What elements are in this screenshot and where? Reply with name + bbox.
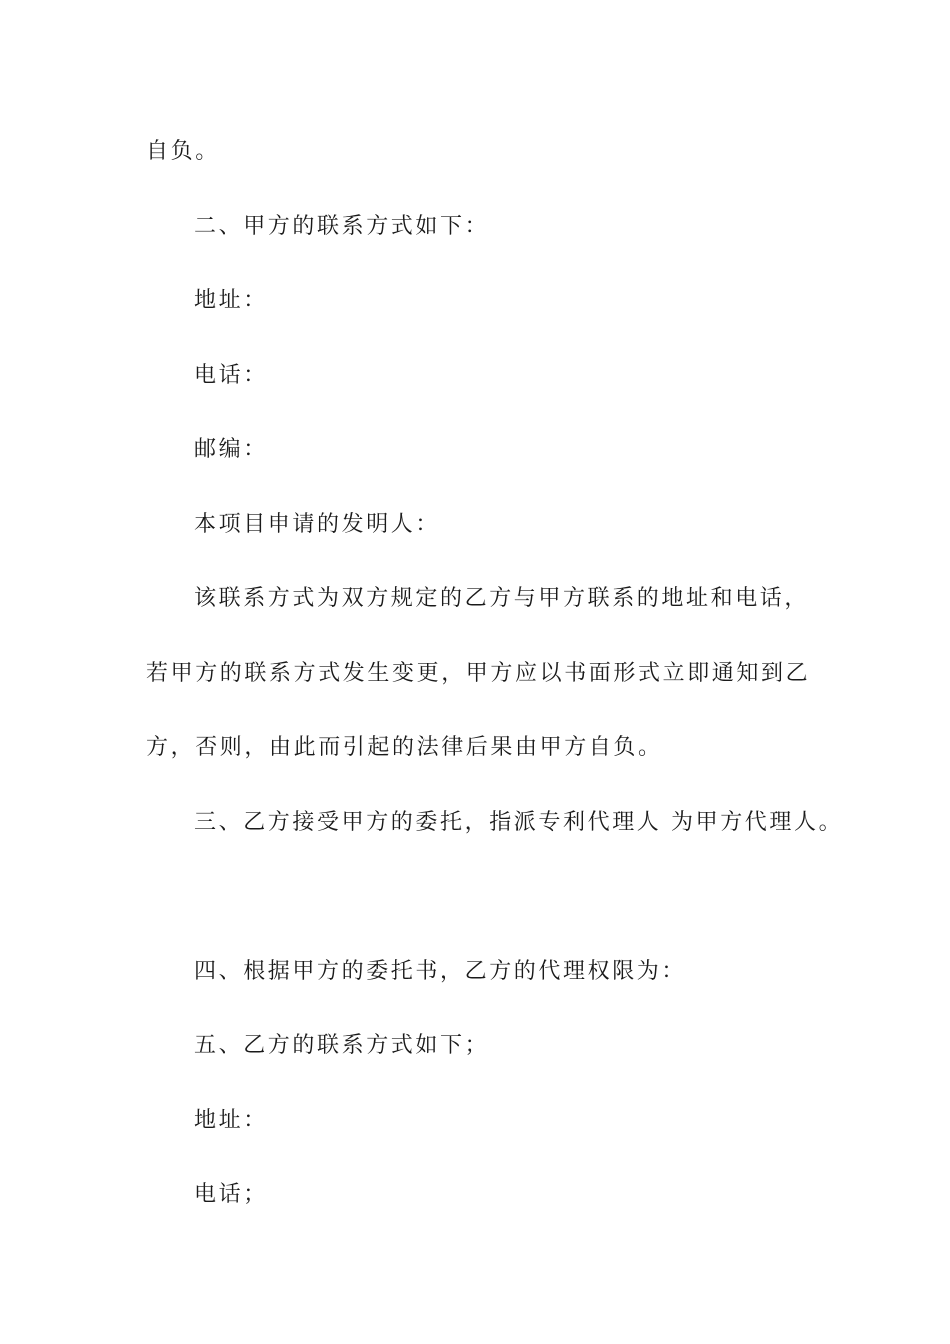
field-label-postcode: 邮编： xyxy=(194,437,268,462)
section-heading-party-a-contact: 二、甲方的联系方式如下： xyxy=(194,214,490,239)
field-label-phone: 电话： xyxy=(194,363,268,388)
paragraph-line: 若甲方的联系方式发生变更，甲方应以书面形式立即通知到乙 xyxy=(146,661,811,686)
field-label-address: 地址： xyxy=(194,1108,268,1133)
field-label-phone: 电话； xyxy=(194,1182,268,1207)
section-heading-agent-assignment: 三、乙方接受甲方的委托，指派专利代理人 为甲方代理人。 xyxy=(194,810,844,835)
field-label-inventor: 本项目申请的发明人： xyxy=(194,512,441,537)
field-label-address: 地址： xyxy=(194,288,268,313)
paragraph-line: 该联系方式为双方规定的乙方与甲方联系的地址和电话， xyxy=(194,586,810,611)
section-heading-agency-authority: 四、根据甲方的委托书，乙方的代理权限为： xyxy=(194,959,687,984)
paragraph-line: 自负。 xyxy=(146,139,220,164)
paragraph-line: 方，否则，由此而引起的法律后果由甲方自负。 xyxy=(146,735,663,760)
section-heading-party-b-contact: 五、乙方的联系方式如下； xyxy=(194,1033,490,1058)
